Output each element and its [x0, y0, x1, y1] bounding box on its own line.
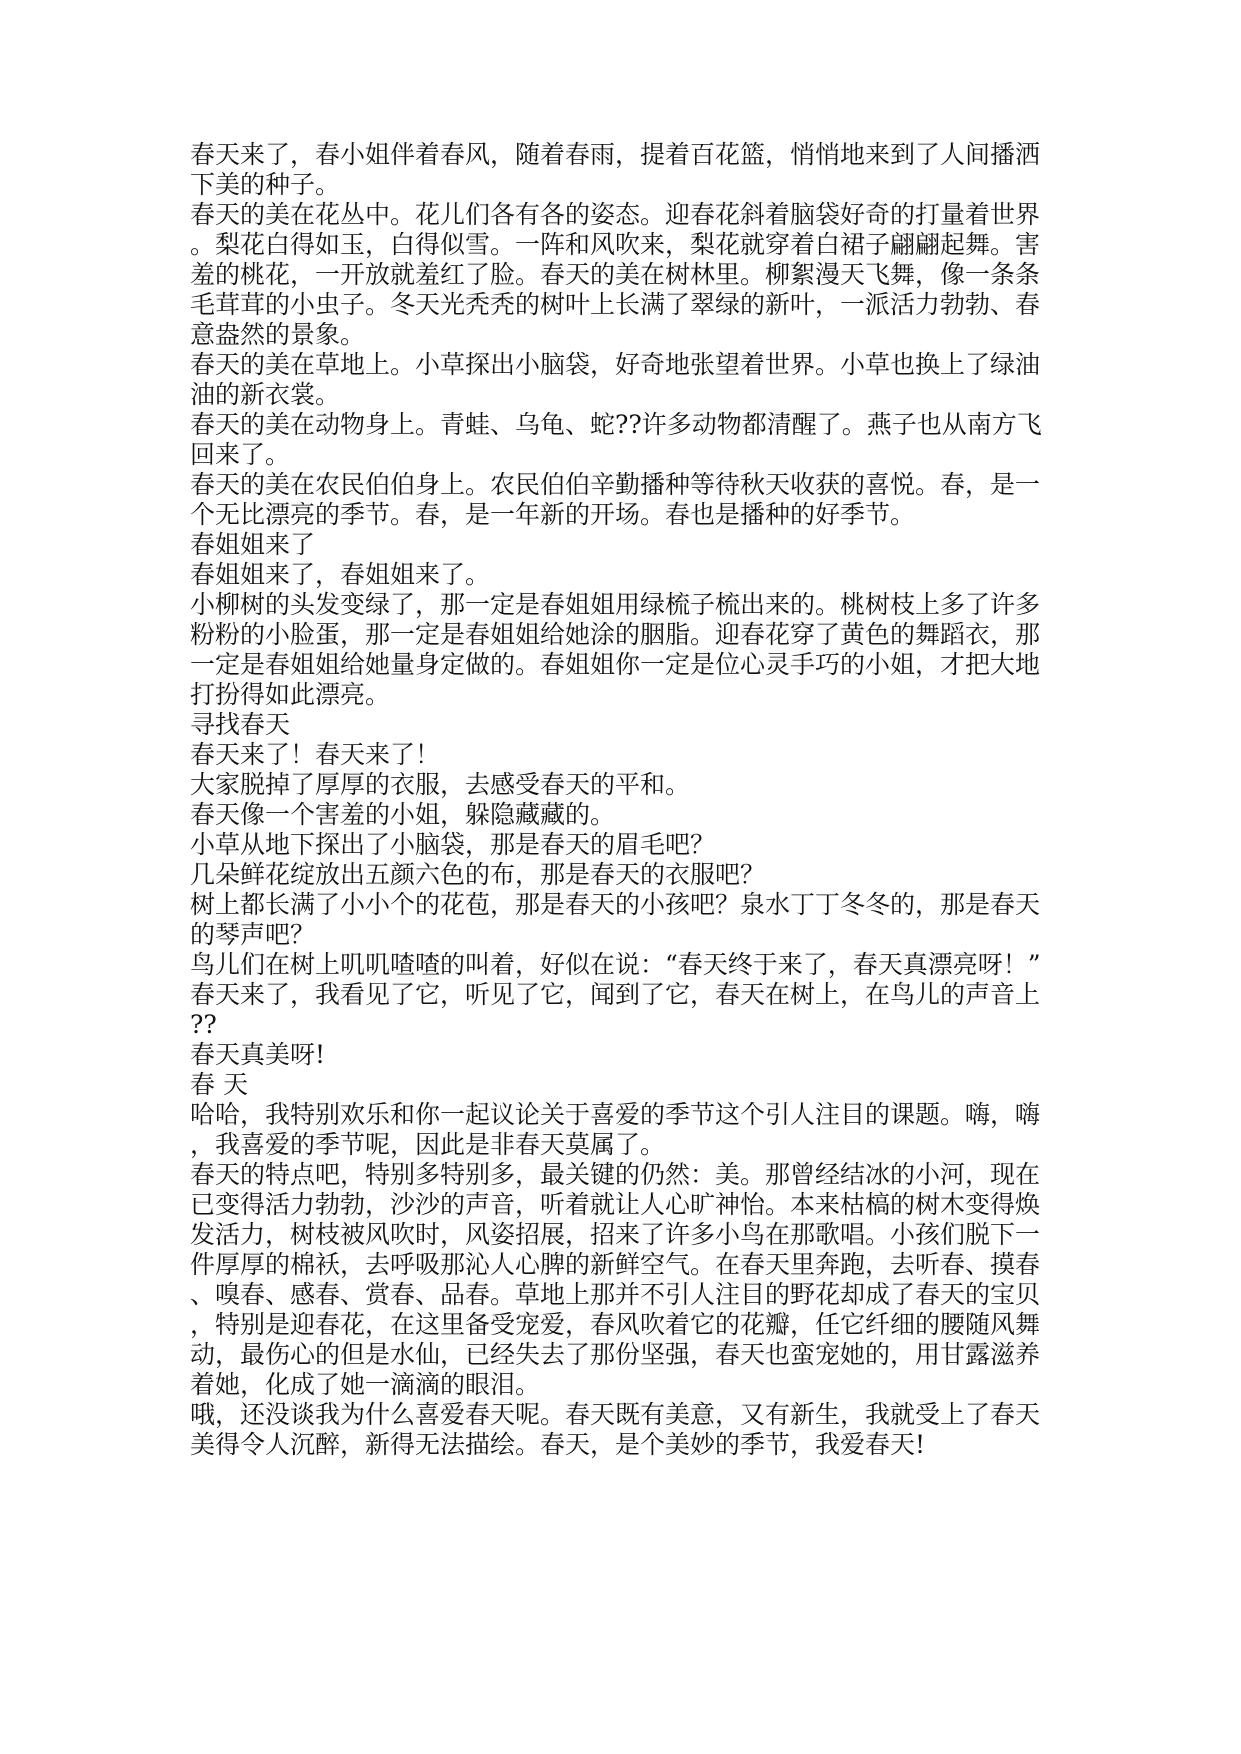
paragraph-line: 、嗅春、感春、赏春、品春。草地上那并不引人注目的野花却成了春天的宝贝 [190, 1280, 1041, 1309]
paragraph-line: 一定是春姐姐给她量身定做的。春姐姐你一定是位心灵手巧的小姐，才把大地 [190, 650, 1041, 679]
paragraph-line: 几朵鲜花绽放出五颜六色的布，那是春天的衣服吧？ [190, 860, 766, 889]
paragraph-line: ，我喜爱的季节呢，因此是非春天莫属了。 [190, 1130, 666, 1159]
paragraph-line: 春姐姐来了，春姐姐来了。 [190, 560, 491, 589]
paragraph-line: 着她，化成了她一滴滴的眼泪。 [190, 1370, 541, 1399]
paragraph-line: 毛茸茸的小虫子。冬天光秃秃的树叶上长满了翠绿的新叶，一派活力勃勃、春 [190, 290, 1041, 319]
paragraph-line: 下美的种子。 [190, 170, 341, 199]
paragraph-line: 小柳树的头发变绿了，那一定是春姐姐用绿梳子梳出来的。桃树枝上多了许多 [190, 590, 1041, 619]
paragraph-line: 粉粉的小脸蛋，那一定是春姐姐给她涂的胭脂。迎春花穿了黄色的舞蹈衣，那 [190, 620, 1041, 649]
paragraph-line: 意盎然的景象。 [190, 320, 366, 349]
paragraph-line: 春天来了，春小姐伴着春风，随着春雨，提着百花篮，悄悄地来到了人间播洒 [190, 140, 1041, 169]
section-heading: 春姐姐来了 [190, 530, 316, 559]
paragraph-line: ，特别是迎春花，在这里备受宠爱，春风吹着它的花瓣，任它纤细的腰随风舞 [190, 1310, 1041, 1339]
paragraph-line: 的琴声吧？ [190, 920, 316, 949]
paragraph-line: 春天真美呀! [190, 1040, 326, 1069]
paragraph-line: 已变得活力勃勃，沙沙的声音，听着就让人心旷神怡。本来枯槁的树木变得焕 [190, 1190, 1041, 1219]
paragraph-line: 春天的特点吧，特别多特别多，最关键的仍然：美。那曾经结冰的小河，现在 [190, 1160, 1041, 1189]
paragraph-line: 美得令人沉醉，新得无法描绘。春天，是个美妙的季节，我爱春天! [190, 1430, 926, 1459]
paragraph-line: ?? [190, 1010, 217, 1039]
paragraph-line: 春天的美在草地上。小草探出小脑袋，好奇地张望着世界。小草也换上了绿油 [190, 350, 1041, 379]
paragraph-line: 春天的美在农民伯伯身上。农民伯伯辛勤播种等待秋天收获的喜悦。春，是一 [190, 470, 1041, 499]
paragraph-line: 小草从地下探出了小脑袋，那是春天的眉毛吧？ [190, 830, 716, 859]
paragraph-line: 树上都长满了小小个的花苞，那是春天的小孩吧？泉水丁丁冬冬的，那是春天 [190, 890, 1041, 919]
paragraph-line: 春天的美在花丛中。花儿们各有各的姿态。迎春花斜着脑袋好奇的打量着世界 [190, 200, 1041, 229]
paragraph-line: 动，最伤心的但是水仙，已经失去了那份坚强，春天也蛮宠她的，用甘露滋养 [190, 1340, 1041, 1369]
paragraph-line: 个无比漂亮的季节。春，是一年新的开场。春也是播种的好季节。 [190, 500, 916, 529]
section-heading: 春 天 [190, 1070, 248, 1099]
paragraph-line: 春天像一个害羞的小姐，躲隐藏藏的。 [190, 800, 616, 829]
paragraph-line: 打扮得如此漂亮。 [190, 680, 391, 709]
paragraph-line: 件厚厚的棉袄，去呼吸那沁人心脾的新鲜空气。在春天里奔跑，去听春、摸春 [190, 1250, 1041, 1279]
paragraph-line: 回来了。 [190, 440, 291, 469]
paragraph-line: 哦，还没谈我为什么喜爱春天呢。春天既有美意，又有新生，我就受上了春天 [190, 1400, 1041, 1429]
paragraph-line: 哈哈，我特别欢乐和你一起议论关于喜爱的季节这个引人注目的课题。嗨，嗨 [190, 1100, 1041, 1129]
paragraph-line: 春天来了！春天来了！ [190, 740, 441, 769]
paragraph-line: 鸟儿们在树上叽叽喳喳的叫着，好似在说：“春天终于来了，春天真漂亮呀！” [190, 950, 1041, 979]
section-heading: 寻找春天 [190, 710, 291, 739]
paragraph-line: 发活力，树枝被风吹时，风姿招展，招来了许多小鸟在那歌唱。小孩们脱下一 [190, 1220, 1041, 1249]
paragraph-line: 大家脱掉了厚厚的衣服，去感受春天的平和。 [190, 770, 691, 799]
paragraph-line: 春天的美在动物身上。青蛙、乌龟、蛇??许多动物都清醒了。燕子也从南方飞 [190, 410, 1042, 439]
paragraph-line: 羞的桃花，一开放就羞红了脸。春天的美在树林里。柳絮漫天飞舞，像一条条 [190, 260, 1041, 289]
paragraph-line: 油的新衣裳。 [190, 380, 341, 409]
paragraph-line: 春天来了，我看见了它，听见了它，闻到了它，春天在树上，在鸟儿的声音上 [190, 980, 1041, 1009]
paragraph-line: 。梨花白得如玉，白得似雪。一阵和风吹来，梨花就穿着白裙子翩翩起舞。害 [190, 230, 1041, 259]
